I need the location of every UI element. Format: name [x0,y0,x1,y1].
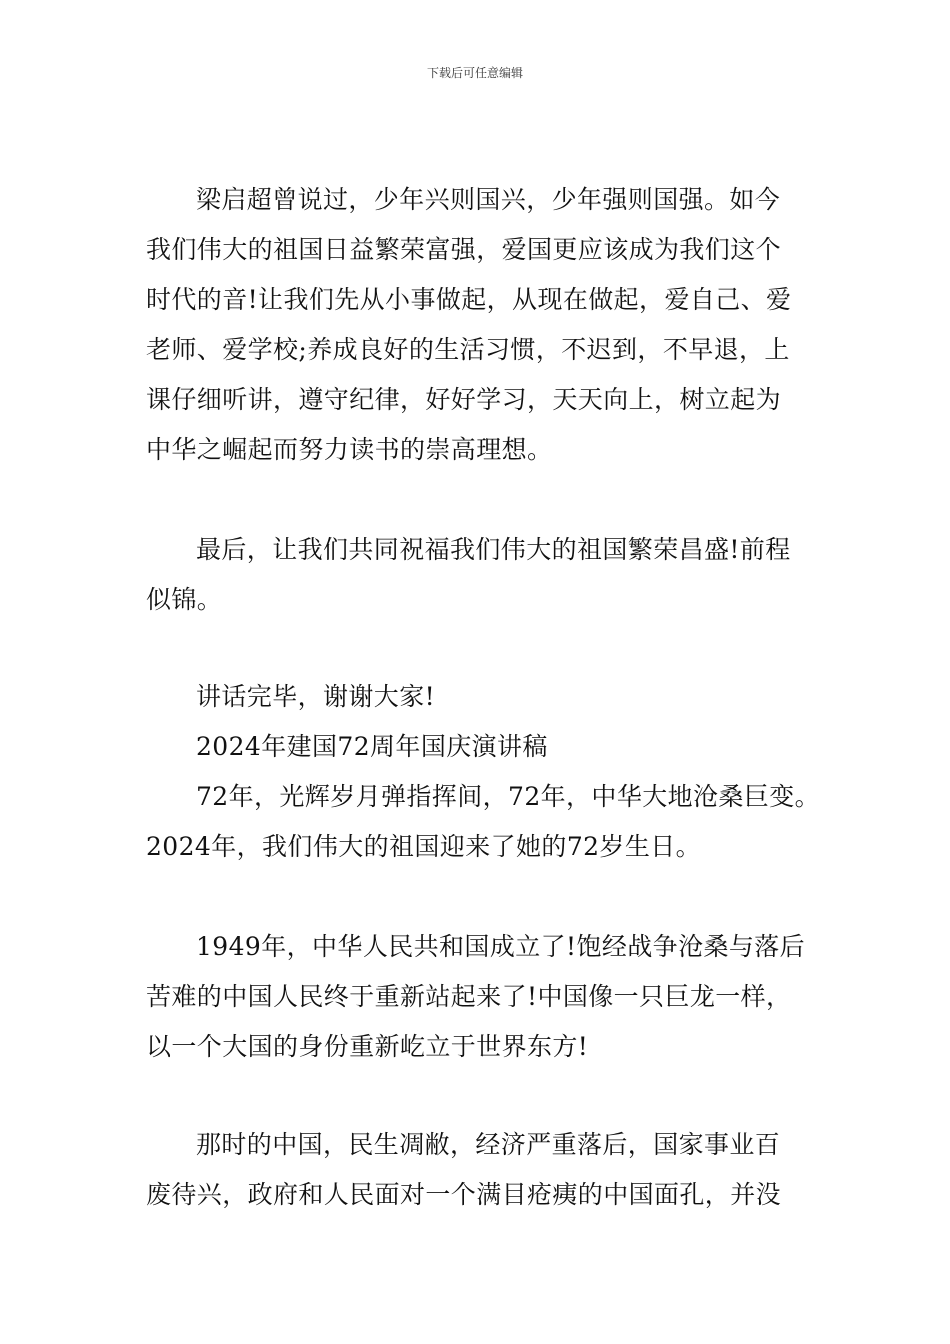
paragraph-6-line-1: 那时的中国，民生凋敝，经济严重落后，国家事业百 [196,1130,781,1159]
paragraph-1-line-4: 老师、爱学校;养成良好的生活习惯，不迟到，不早退，上 [146,335,790,364]
paragraph-3-line-1: 讲话完毕，谢谢大家! [196,682,436,711]
paragraph-1-line-1: 梁启超曾说过，少年兴则国兴，少年强则国强。如今 [196,185,781,214]
page-header-note: 下载后可任意编辑 [426,66,523,80]
paragraph-1-line-2: 我们伟大的祖国日益繁荣富强，爱国更应该成为我们这个 [146,235,782,264]
paragraph-5-line-2: 苦难的中国人民终于重新站起来了!中国像一只巨龙一样， [146,982,792,1011]
paragraph-2-line-2: 似锦。 [146,585,223,614]
paragraph-6-line-2: 废待兴，政府和人民面对一个满目疮痍的中国面孔，并没 [146,1180,782,1209]
paragraph-1-line-3: 时代的音!让我们先从小事做起，从现在做起，爱自己、爱 [146,285,792,314]
paragraph-5-line-3: 以一个大国的身份重新屹立于世界东方! [146,1032,589,1061]
paragraph-4-line-1: 72年，光辉岁月弹指挥间，72年，中华大地沧桑巨变。 [196,782,821,811]
paragraph-1-line-6: 中华之崛起而努力读书的崇高理想。 [146,435,553,464]
section-title: 2024年建国72周年国庆演讲稿 [196,732,548,761]
paragraph-1-line-5: 课仔细听讲，遵守纪律，好好学习，天天向上，树立起为 [146,385,782,414]
paragraph-5-line-1: 1949年，中华人民共和国成立了!饱经战争沧桑与落后 [196,932,806,961]
paragraph-4-line-2: 2024年，我们伟大的祖国迎来了她的72岁生日。 [146,832,702,861]
paragraph-2-line-1: 最后，让我们共同祝福我们伟大的祖国繁荣昌盛!前程 [196,535,791,564]
